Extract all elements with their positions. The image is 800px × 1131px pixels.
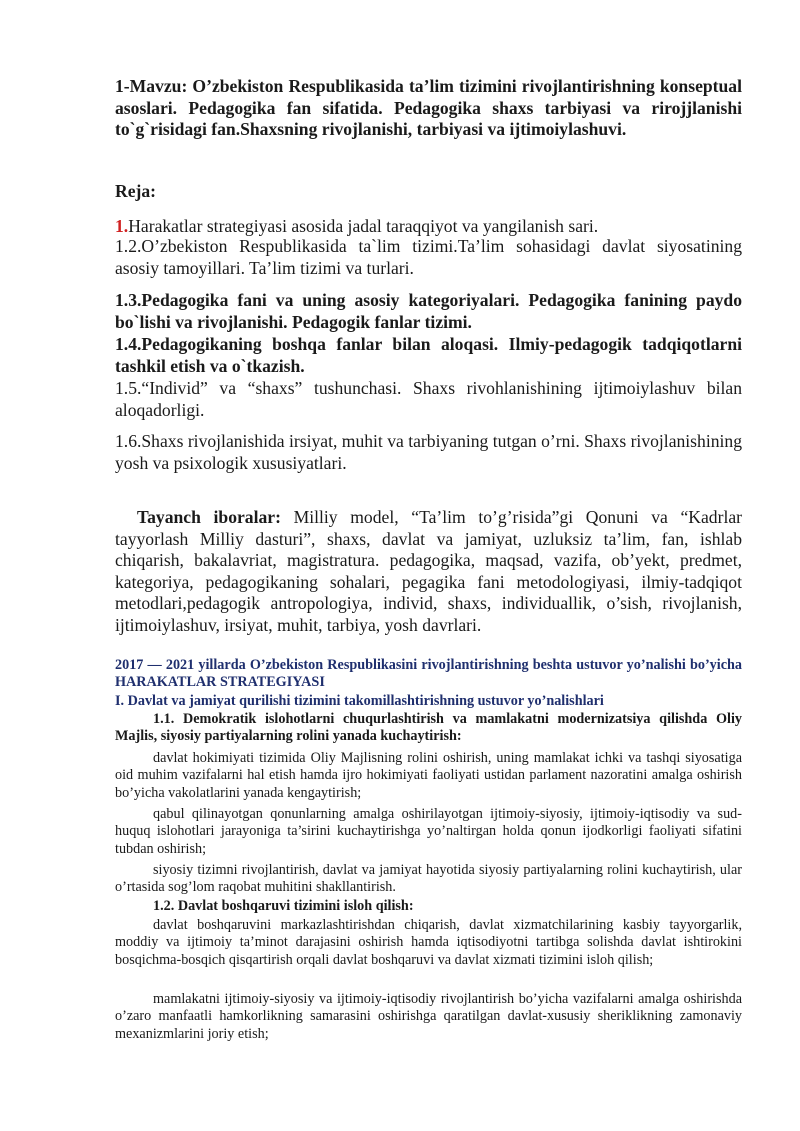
plan-item-4: 1.4.Pedagogikaning boshqa fanlar bilan aloqasi. Ilmiy-pedagogik tadqiqotlarni tashkil etish va o`tkazish. [115,334,742,376]
plan-item-3: 1.3.Pedagogika fani va uning asosiy kategoriyalari. Pedagogika fanining paydo bo`lishi va rivojlanishi. Pedagogik fanlar tizimi. [115,290,742,332]
paragraph-1: davlat hokimiyati tizimida Oliy Majlisning rolini oshirish, uning mamlakat ichki va tashqi siyosatiga oid muhim vazifalarni hal etish hamda ijro hokimiyati faoliyati ustidan parlament nazoratini amalga oshirish bo’yicha vakolatlarini yanada kengaytirish; [115,750,742,801]
keywords-label: Tayanch iboralar: [137,507,281,527]
subsection-1-1: 1.1. Demokratik islohotlarni chuqurlashtirish va mamlakatni modernizatsiya qilishda Oliy Majlis, siyosiy partiyalarning rolini yanada kuchaytirish: [115,711,742,745]
plan-item-1-number: 1. [115,216,129,236]
paragraph-5: mamlakatni ijtimoiy-siyosiy va ijtimoiy-iqtisodiy rivojlantirish bo’yicha vazifalarni amalga oshirishda o’zaro manfaatli hamkorlikning samarasini oshirishga qaratilgan davlat-xususiy sheriklikning zamonaviy mexanizmlarini joriy etish; [115,991,742,1042]
paragraph-3: siyosiy tizimni rivojlantirish, davlat va jamiyat hayotida siyosiy partiyalarning rolini kuchaytirish, ular o’rtasida sog’lom raqobat muhitini shakllantirish. [115,862,742,896]
plan-item-6: 1.6.Shaxs rivojlanishida irsiyat, muhit va tarbiyaning tutgan o’rni. Shaxs rivojlanishining yosh va psixologik xususiyatlari. [115,431,742,473]
topic-title: 1-Mavzu: O’zbekiston Respublikasida ta’lim tizimini rivojlantirishning konseptual asoslari. Pedagogika fan sifatida. Pedagogika shaxs tarbiyasi va rirojjlanishi to`g`risidagi fan.Shaxsning rivojlanishi, tarbiyasi va ijtimoiylashuvi. [115,76,742,139]
subsection-1-2: 1.2. Davlat boshqaruvi tizimini isloh qilish: [153,898,414,914]
paragraph-2: qabul qilinayotgan qonunlarning amalga oshirilayotgan ijtimoiy-siyosiy, ijtimoiy-iqtisodiy va sud-huquq islohotlari jarayoniga ta’sirini kuchaytirishga yo’naltirgan holda qonun ijodkorligi faoliyati sifatini tubdan oshirish; [115,806,742,857]
plan-item-5: 1.5.“Individ” va “shaxs” tushunchasi. Shaxs rivohlanishining ijtimoiylashuv bilan aloqadorligi. [115,378,742,420]
plan-heading: Reja: [115,181,157,201]
paragraph-4: davlat boshqaruvini markazlashtirishdan chiqarish, davlat xizmatchilarining kasbiy tayyorgarlik, moddiy va ijtimoiy ta’minot darajasini oshirish hamda iqtisodiyotni tartibga solishda davlat ishtirokini bosqichma-bosqich qisqartirish orqali davlat boshqaruvi va davlat xizmati tizimini isloh qilish; [115,917,742,968]
strategy-section-1: I. Davlat va jamiyat qurilishi tizimini takomillashtirishning ustuvor yo’nalishlari [115,693,604,709]
strategy-heading: 2017 — 2021 yillarda O’zbekiston Respublikasini rivojlantirishning beshta ustuvor yo’nalishi bo’yicha HARAKATLAR STRATEGIYASI [115,657,742,691]
keywords-paragraph [115,507,742,636]
keywords-text: Milliy model, “Ta’lim to’g’risida”gi Qonuni va “Kadrlar tayyorlash Milliy dasturi”, shaxs, davlat va jamiyat, uzluksiz ta’lim, fan, ishlab chiqarish, bakalavriat, magistratura. pedagogika, maqsad, vazifa, ob’yekt, predmet, kategoriya, pedagogikaning sohalari, pegagika fani metodologiyasi, ilmiy-tadqiqot metodlari,pedagogik antropologiya, individ, shaxs, individuallik, o’sish, rivojlanish, ijtimoiylashuv, irsiyat, muhit, tarbiya, yosh davrlari. [115,507,742,635]
plan-item-1 [115,216,742,238]
plan-item-1-text: Harakatlar strategiyasi asosida jadal taraqqiyot va yangilanish sari. [128,216,599,236]
plan-item-2: 1.2.O’zbekiston Respublikasida ta`lim tizimi.Ta’lim sohasidagi davlat siyosatining asosiy tamoyillari. Ta’lim tizimi va turlari. [115,236,742,278]
